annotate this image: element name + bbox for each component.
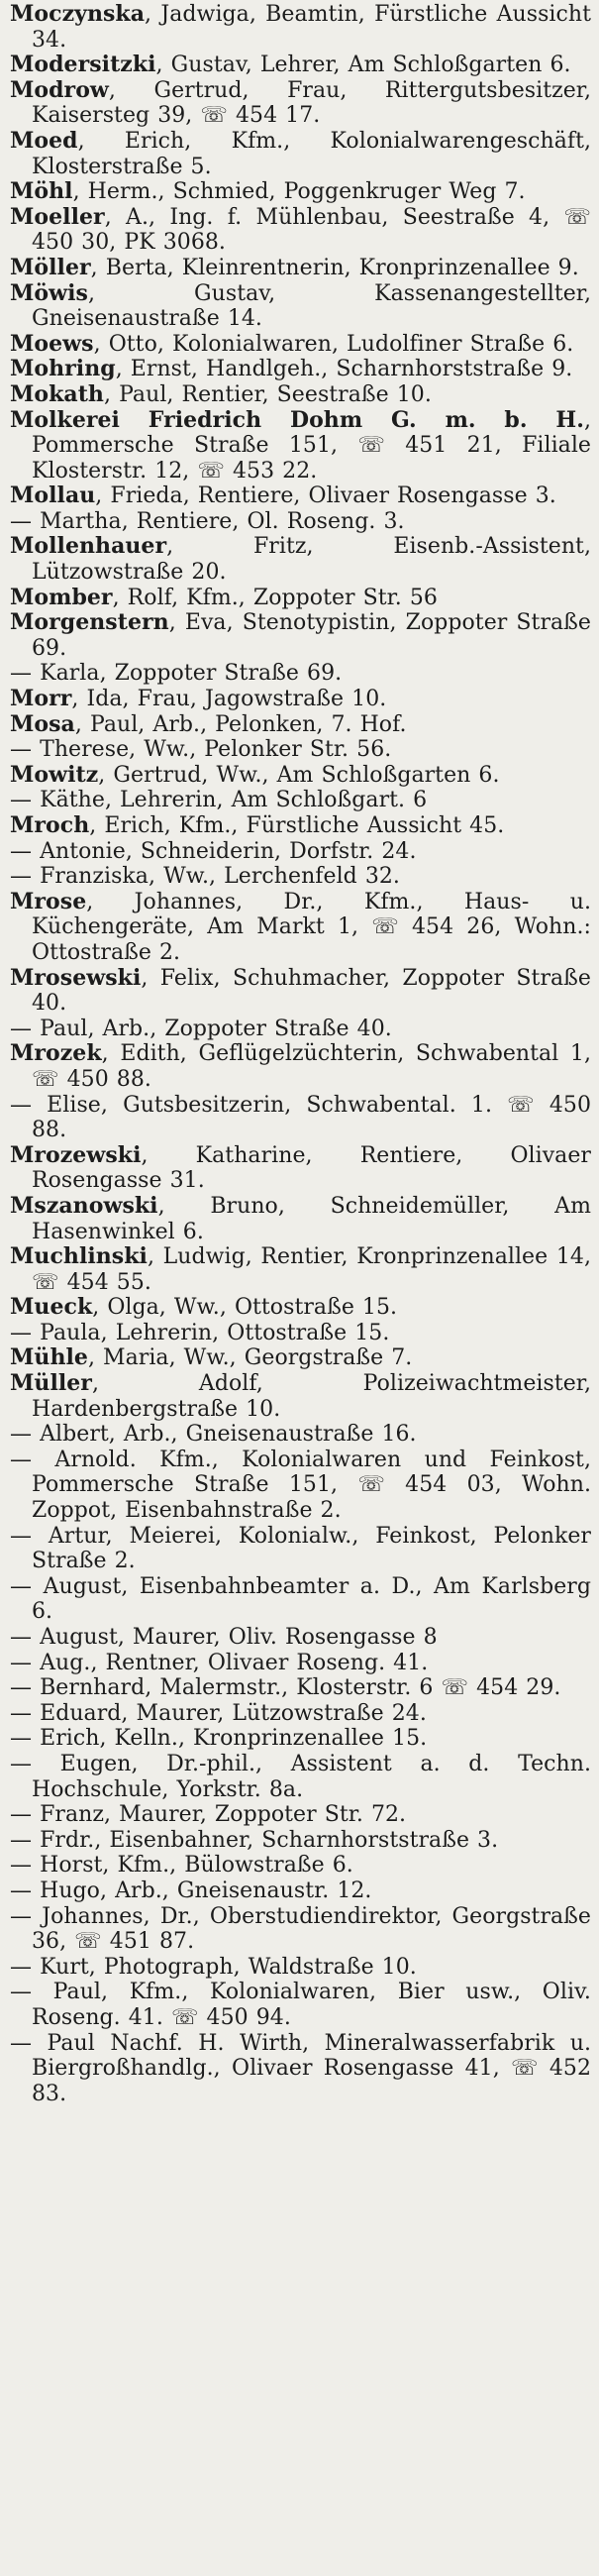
directory-entry (10, 256, 591, 281)
entry-name: Moed (10, 127, 78, 154)
entry-details: , Paul, Arb., Pelonken, 7. Hof. (74, 711, 407, 737)
entry-name: Mokath (10, 380, 104, 407)
entry-details: , Maria, Ww., Georgstraße 7. (87, 1345, 413, 1371)
directory-entry (10, 1017, 591, 1042)
entry-details: , Ernst, Handlgeh., Scharnhorststraße 9. (115, 357, 573, 382)
entry-name: — August (10, 1625, 118, 1650)
entry-details: , Schneiderin, Dorfstr. 24. (125, 838, 417, 864)
entry-details: . Kfm., Kolonialwaren und Feinkost, Pommersche Straße 151, ☏ 454 03, Wohn. Zoppot, Eisenbahnstraße 2. (32, 1447, 591, 1524)
directory-entry (10, 610, 591, 661)
entry-details: , Jadwiga, Beamtin, Fürstliche Aussicht 34. (32, 2, 591, 53)
entry-name: Moczynska (10, 1, 146, 27)
entry-details: , Ww., Lerchenfeld 32. (148, 864, 400, 890)
entry-name: Momber (10, 584, 113, 610)
entry-details: , Maurer, Oliv. Rosengasse 8 (117, 1625, 438, 1650)
directory-entry (10, 483, 591, 509)
directory-entry (10, 1422, 591, 1448)
directory-entry (10, 1828, 591, 1854)
entry-details: , Lehrerin, Am Schloßgart. 6 (104, 788, 428, 813)
entry-name: — Johannes (10, 1903, 144, 1929)
directory-entry (10, 1802, 591, 1828)
directory-entry (10, 205, 591, 256)
entry-details: , Adolf, Polizeiwachtmeister, Hardenbergstraße 10. (32, 1371, 591, 1422)
directory-entry (10, 1345, 591, 1371)
entry-name: — Albert (10, 1422, 109, 1448)
entry-details: , Gertrud, Ww., Am Schloßgarten 6. (98, 762, 500, 788)
entry-name: Mroch (10, 812, 90, 838)
entry-name: — Paul Nachf. H. Wirth (10, 2030, 303, 2056)
entry-name: Mszanowski (10, 1192, 158, 1219)
entry-name: Muchlinski (10, 1243, 148, 1270)
directory-entry (10, 813, 591, 839)
entry-details: , Kelln., Kronprinzenallee 15. (99, 1726, 428, 1752)
directory-entry (10, 1524, 591, 1574)
entry-details: , Zoppoter Straße 69. (99, 661, 343, 687)
entry-details: , Herm., Schmied, Poggenkruger Weg 7. (72, 179, 526, 205)
directory-entry (10, 661, 591, 687)
entry-details: , Pommersche Straße 151, ☏ 451 21, Filiale Klosterstr. 12, ☏ 453 22. (32, 407, 591, 483)
entry-details: , Dr.-phil., Assistent a. d. Techn. Hochschule, Yorkstr. 8a. (32, 1751, 592, 1802)
directory-entry (10, 890, 591, 966)
entry-details: , Arb., Gneisenaustr. 12. (99, 1878, 372, 1903)
entry-details: , Ida, Frau, Jagowstraße 10. (71, 687, 387, 712)
entry-details: , Dr., Oberstudiendirektor, Georgstraße 36, ☏ 451 87. (32, 1903, 591, 1955)
entry-details: , Eisenbahner, Scharnhorststraße 3. (94, 1827, 499, 1853)
entry-details: , Fritz, Eisenb.-Assistent, Lützowstraße 20. (32, 534, 591, 586)
entry-name: — Therese (10, 737, 130, 763)
directory-entry (10, 966, 591, 1017)
entry-details: , Ww., Pelonker Str. 56. (129, 737, 392, 763)
directory-entry (10, 1878, 591, 1904)
entry-name: Möhl (10, 178, 73, 205)
entry-name: Mowitz (10, 761, 99, 788)
entry-name: — Frdr. (10, 1827, 95, 1853)
directory-entry (10, 712, 591, 738)
directory-entry (10, 78, 591, 129)
directory-entry (10, 1853, 591, 1878)
directory-entry (10, 1752, 591, 1802)
entry-name: Möller (10, 254, 91, 280)
entry-details: , Malermstr., Klosterstr. 6 ☏ 454 29. (145, 1675, 561, 1701)
entry-details: , Rentner, Olivaer Roseng. 41. (90, 1650, 429, 1675)
directory-entry (10, 1980, 591, 2030)
directory-entry (10, 1194, 591, 1244)
directory-entry (10, 1244, 591, 1295)
entry-details: , Gertrud, Frau, Rittergutsbesitzer, Kaisersteg 39, ☏ 454 17. (32, 77, 591, 129)
entry-name: — Hugo (10, 1878, 100, 1903)
entry-name: — Paul (10, 1016, 88, 1041)
entry-name: — Karla (10, 661, 100, 687)
entry-details: , Edith, Geflügelzüchterin, Schwabental 1, ☏ 450 88. (32, 1041, 591, 1092)
entry-name: Molkerei Friedrich Dohm G. m. b. H. (10, 406, 584, 433)
directory-entry (10, 53, 591, 78)
entry-name: Müller (10, 1370, 92, 1397)
directory-entry (10, 586, 591, 611)
directory-entry (10, 2031, 591, 2107)
entry-details: , Lehrerin, Ottostraße 15. (100, 1320, 390, 1345)
entry-details: , Rentiere, Ol. Roseng. 3. (121, 508, 405, 534)
directory-entry (10, 737, 591, 763)
entry-details: , Eisenbahnbeamter a. D., Am Karlsberg 6. (32, 1573, 591, 1625)
entry-name: Möwis (10, 279, 88, 306)
directory-entry (10, 1625, 591, 1651)
directory-entry (10, 864, 591, 890)
directory-entry (10, 1574, 591, 1625)
directory-entry (10, 1321, 591, 1346)
directory-entry (10, 763, 591, 789)
entry-name: — Arnold (10, 1447, 130, 1472)
entry-name: Mrozek (10, 1040, 102, 1067)
entry-name: — Horst (10, 1853, 103, 1878)
entry-name: Mollau (10, 483, 96, 509)
entry-name: Morgenstern (10, 609, 169, 636)
entry-name: Mrosewski (10, 964, 142, 991)
entry-details: , Katharine, Rentiere, Olivaer Rosengasse 31. (32, 1142, 591, 1194)
entry-details: , Kfm., Kolonialwaren, Bier usw., Oliv. Roseng. 41. ☏ 450 94. (32, 1980, 591, 2030)
directory-entry (10, 1093, 591, 1143)
directory-entry (10, 1143, 591, 1194)
entry-details: , Mineralwasserfabrik u. Biergroßhandlg., Olivaer Rosengasse 41, ☏ 452 83. (32, 2030, 591, 2106)
entry-name: — Elise (10, 1092, 101, 1118)
entry-details: , Arb., Zoppoter Straße 40. (87, 1016, 392, 1041)
entry-name: — August (10, 1573, 122, 1599)
directory-entry (10, 1675, 591, 1701)
entry-details: , Paul, Rentier, Seestraße 10. (103, 381, 432, 407)
entry-name: Morr (10, 686, 72, 712)
directory-entry (10, 2, 591, 53)
directory-entry (10, 1955, 591, 1981)
entry-details: , Rolf, Kfm., Zoppoter Str. 56 (112, 585, 438, 610)
directory-entry (10, 382, 591, 408)
directory-entry (10, 332, 591, 358)
entry-name: — Eugen (10, 1751, 132, 1776)
entry-name: Mueck (10, 1294, 93, 1321)
entry-name: Moews (10, 330, 94, 357)
entry-details: , Eva, Stenotypistin, Zoppoter Straße 69. (32, 610, 591, 661)
entry-name: — Artur (10, 1523, 106, 1549)
entry-name: — Antonie (10, 838, 126, 864)
entry-details: , Erich, Kfm., Fürstliche Aussicht 45. (89, 813, 505, 838)
entry-details: , Gustav, Kassenangestellter, Gneisenaustraße 14. (32, 280, 591, 332)
entry-name: — Franziska (10, 864, 149, 890)
entry-details: , Maurer, Lützowstraße 24. (121, 1700, 427, 1726)
directory-entry (10, 408, 591, 484)
entry-details: , Bruno, Schneidemüller, Am Hasenwinkel 6. (32, 1193, 591, 1244)
directory-entry (10, 534, 591, 585)
entry-details: , Meierei, Kolonialw., Feinkost, Pelonker Straße 2. (32, 1523, 591, 1574)
directory-entry (10, 1726, 591, 1752)
entry-name: — Martha (10, 508, 122, 534)
entry-details: , Gustav, Lehrer, Am Schloßgarten 6. (155, 53, 571, 78)
directory-entry (10, 687, 591, 712)
entry-details: , Erich, Kfm., Kolonialwarengeschäft, Klosterstraße 5. (32, 128, 591, 179)
entry-details: , Photograph, Waldstraße 10. (88, 1954, 417, 1980)
entry-details: , Felix, Schuhmacher, Zoppoter Straße 40. (32, 965, 591, 1017)
directory-entry (10, 357, 591, 382)
entry-name: Mollenhauer (10, 533, 167, 560)
entry-name: Modersitzki (10, 52, 156, 78)
entry-details: , Ludwig, Rentier, Kronprinzenallee 14, ☏ 454 55. (32, 1244, 591, 1295)
entry-details: , Berta, Kleinrentnerin, Kronprinzenallee 9. (90, 255, 579, 280)
directory-entry (10, 1371, 591, 1422)
entry-details: , Olga, Ww., Ottostraße 15. (92, 1295, 398, 1321)
directory-entry (10, 1295, 591, 1321)
directory-entry (10, 1448, 591, 1524)
entry-details: , Otto, Kolonialwaren, Ludolfiner Straße 6. (93, 331, 574, 357)
directory-entry (10, 839, 591, 865)
entry-name: Mosa (10, 710, 75, 737)
directory-entry (10, 509, 591, 535)
entry-details: , Johannes, Dr., Kfm., Haus- u. Küchengeräte, Am Markt 1, ☏ 454 26, Wohn.: Ottostraße 2. (32, 889, 591, 965)
entry-details: , Kfm., Bülowstraße 6. (102, 1853, 353, 1878)
entry-name: — Paul (10, 1980, 102, 2005)
entry-name: Mrozewski (10, 1141, 142, 1168)
entry-name: — Kurt (10, 1954, 89, 1980)
entry-name: — Bernhard (10, 1675, 146, 1701)
entry-name: — Eduard (10, 1700, 122, 1726)
directory-entry (10, 129, 591, 179)
entry-name: Mühle (10, 1344, 88, 1371)
entry-name: Mohring (10, 356, 116, 382)
directory-entry (10, 1904, 591, 1955)
entry-name: — Aug. (10, 1650, 91, 1675)
entry-name: Modrow (10, 76, 109, 103)
entry-details: , A., Ing. f. Mühlenbau, Seestraße 4, ☏ 450 30, PK 3068. (32, 204, 591, 256)
entry-name: — Käthe (10, 788, 105, 813)
directory-entry (10, 1701, 591, 1727)
entry-name: — Paula (10, 1320, 101, 1345)
entry-name: Moeller (10, 203, 105, 230)
entry-details: , Frieda, Rentiere, Olivaer Rosengasse 3. (95, 483, 556, 509)
entry-name: Mrose (10, 888, 87, 914)
entry-details: , Arb., Gneisenaustraße 16. (108, 1422, 417, 1448)
directory-entry (10, 179, 591, 205)
directory-entry (10, 1651, 591, 1676)
entry-details: , Maurer, Zoppoter Str. 72. (104, 1802, 407, 1828)
entry-name: — Erich (10, 1726, 100, 1752)
directory-entry (10, 281, 591, 332)
entry-details: , Gutsbesitzerin, Schwabental. 1. ☏ 450 88. (32, 1092, 591, 1143)
directory-entry (10, 788, 591, 813)
directory-entry (10, 1041, 591, 1092)
entry-name: — Franz (10, 1802, 105, 1828)
